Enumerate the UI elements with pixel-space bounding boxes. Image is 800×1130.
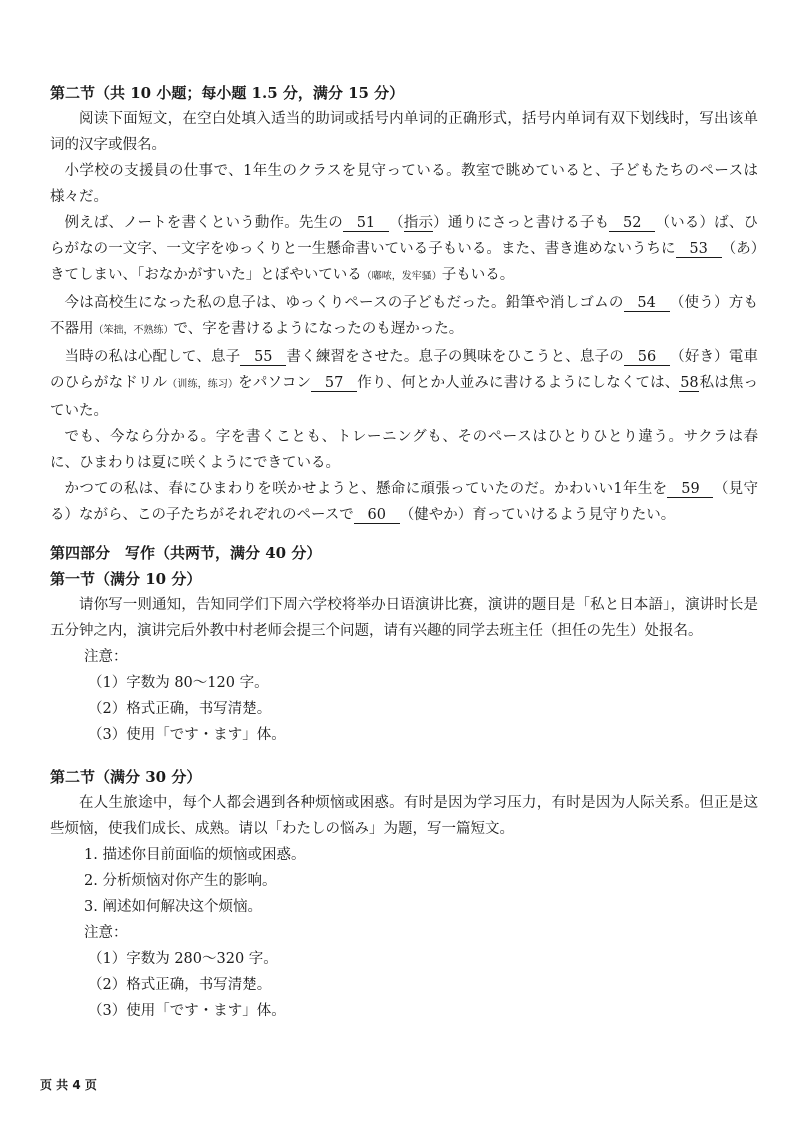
writing-1-note-label: 注意：: [84, 649, 128, 665]
blank-51[interactable]: 51: [343, 215, 389, 232]
instructions: 阅读下面短文，在空白处填入适当的助词或括号内单词的正确形式，括号内单词有双下划线时，写出该单词的汉字或假名。: [50, 111, 758, 153]
blank-54[interactable]: 54: [624, 295, 670, 312]
blank-58[interactable]: 58: [680, 375, 699, 391]
writing-2-note: （1）字数为 280～320 字。: [88, 951, 278, 967]
writing-1-note: （1）字数为 80～120 字。: [88, 675, 269, 691]
passage-para-4: 当時の私は心配して、息子 55 書く練習をさせた。息子の興味をひこうと、息子の 56 （好き）電車のひらがなドリル（训练，练习）をパソコン 57 作り、何とか人並みに書けるようにしなくては、58私は焦っていた。: [50, 349, 759, 419]
gloss: （嘟哝，发牢骚）: [361, 271, 442, 282]
writing-2-title: 第二节（满分 30 分）: [50, 768, 202, 786]
gloss: （训练，练习）: [167, 379, 239, 390]
writing-2-prompt: 在人生旅途中，每个人都会遇到各种烦恼或困惑。有时是因为学习压力，有时是因为人际关系。但正是这些烦恼，使我们成长、成熟。请以「わたしの悩み」为题，写一篇短文。: [50, 795, 758, 837]
writing-2-note: （3）使用「です・ます」体。: [88, 1003, 286, 1019]
passage-para-6: かつての私は、春にひまわりを咲かせようと、懸命に頑張っていたのだ。かわいい1年生を 59 （見守る）ながら、この子たちがそれぞれのペースで 60 （健やか）育っていけるよう見守りたい。: [50, 481, 758, 523]
writing-2-point: 2. 分析烦恼对你产生的影响。: [84, 873, 277, 889]
section2-title: 第二节（共 10 小题；每小题 1.5 分，满分 15 分）: [50, 84, 405, 102]
blank-52[interactable]: 52: [609, 215, 655, 232]
passage-para-3: 今は高校生になった私の息子は、ゆっくりペースの子どもだった。鉛筆や消しゴムの 54 （使う）方も不器用（笨拙，不熟练）で、字を書けるようになったのも遅かった。: [50, 295, 758, 337]
writing-2-point: 1. 描述你目前面临的烦恼或困惑。: [84, 847, 306, 863]
blank-53[interactable]: 53: [676, 241, 722, 258]
gloss: （笨拙，不熟练）: [93, 325, 174, 336]
page-footer: 页 共 4 页: [40, 1078, 97, 1092]
writing-2-note-label: 注意：: [84, 925, 128, 941]
blank-56[interactable]: 56: [624, 349, 670, 366]
passage-para-2: 例えば、ノートを書くという動作。先生の 51 （指示）通りにさっと書ける子も 52 （いる）ば、ひらがなの一文字、一文字をゆっくりと一生懸命書いている子もいる。また、書き進めないうちに 53 （あ）きてしまい、「おなかがすいた」とぼやいている（嘟哝，发牢骚）子もいる。: [50, 215, 759, 283]
writing-1-note: （3）使用「です・ます」体。: [88, 727, 286, 743]
writing-2-point: 3. 阐述如何解决这个烦恼。: [84, 899, 262, 915]
blank-57[interactable]: 57: [311, 375, 357, 392]
writing-2-note: （2）格式正确，书写清楚。: [88, 977, 272, 993]
blank-60[interactable]: 60: [354, 507, 400, 524]
blank-55[interactable]: 55: [240, 349, 286, 366]
writing-1-title: 第一节（满分 10 分）: [50, 570, 202, 588]
part4-title: 第四部分 写作（共两节，满分 40 分）: [50, 544, 322, 562]
writing-1-prompt: 请你写一则通知，告知同学们下周六学校将举办日语演讲比赛，演讲的题目是「私と日本語」，演讲时长是五分钟之内，演讲完后外教中村老师会提三个问题，请有兴趣的同学去班主任（担任の先生）处报名。: [50, 597, 758, 639]
passage-para-5: でも、今なら分かる。字を書くことも、トレーニングも、そのペースはひとりひとり違う。サクラは春に、ひまわりは夏に咲くようにできている。: [50, 429, 758, 471]
double-underlined-word: 指示: [403, 215, 434, 231]
blank-59[interactable]: 59: [667, 481, 713, 498]
passage-para-1: 小学校の支援員の仕事で、1年生のクラスを見守っている。教室で眺めていると、子どもたちのペースは様々だ。: [50, 163, 758, 205]
writing-1-note: （2）格式正确，书写清楚。: [88, 701, 272, 717]
